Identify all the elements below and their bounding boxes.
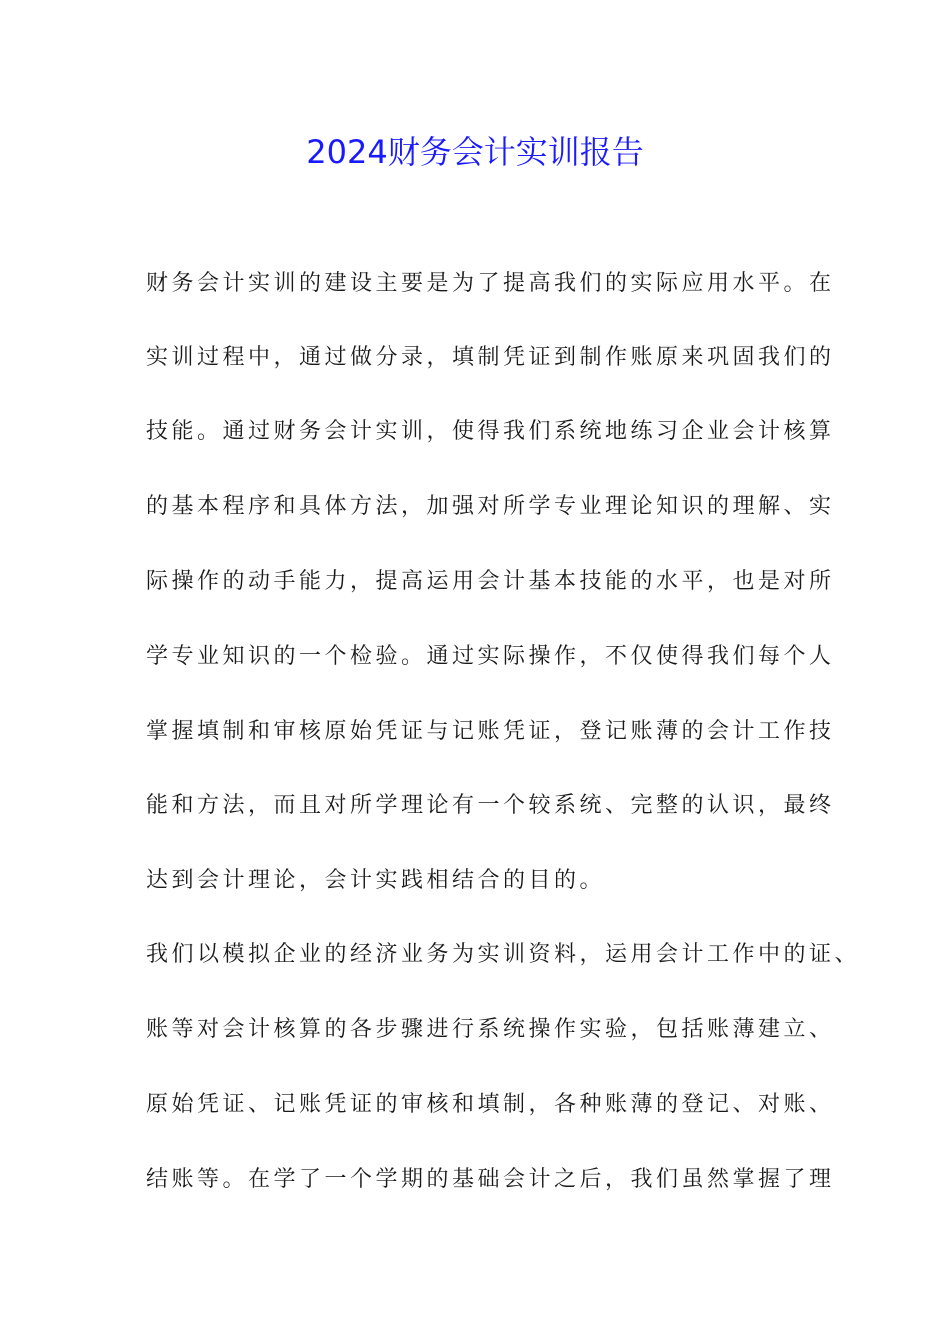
paragraph-line: 技能。通过财务会计实训，使得我们系统地练习企业会计核算 [146, 419, 835, 444]
paragraph-line: 财务会计实训的建设主要是为了提高我们的实际应用水平。在 [146, 271, 835, 296]
paragraph-line: 掌握填制和审核原始凭证与记账凭证，登记账薄的会计工作技 [146, 719, 835, 744]
paragraph-line: 实训过程中，通过做分录，填制凭证到制作账原来巩固我们的 [146, 345, 835, 370]
paragraph-line: 结账等。在学了一个学期的基础会计之后，我们虽然掌握了理 [146, 1167, 835, 1192]
paragraph-line: 的基本程序和具体方法，加强对所学专业理论知识的理解、实 [146, 494, 835, 519]
paragraph-line: 账等对会计核算的各步骤进行系统操作实验，包括账薄建立、 [146, 1017, 835, 1042]
paragraph-line: 达到会计理论，会计实践相结合的目的。 [146, 868, 606, 893]
paragraph-line: 我们以模拟企业的经济业务为实训资料，运用会计工作中的证、 [146, 942, 861, 967]
paragraph-line: 原始凭证、记账凭证的审核和填制，各种账薄的登记、对账、 [146, 1092, 835, 1117]
paragraph-line: 学专业知识的一个检验。通过实际操作，不仅使得我们每个人 [146, 644, 835, 669]
document-title: 2024财务会计实训报告 [306, 133, 644, 171]
paragraph-line: 能和方法，而且对所学理论有一个较系统、完整的认识，最终 [146, 793, 835, 818]
paragraph-line: 际操作的动手能力，提高运用会计基本技能的水平，也是对所 [146, 569, 835, 594]
